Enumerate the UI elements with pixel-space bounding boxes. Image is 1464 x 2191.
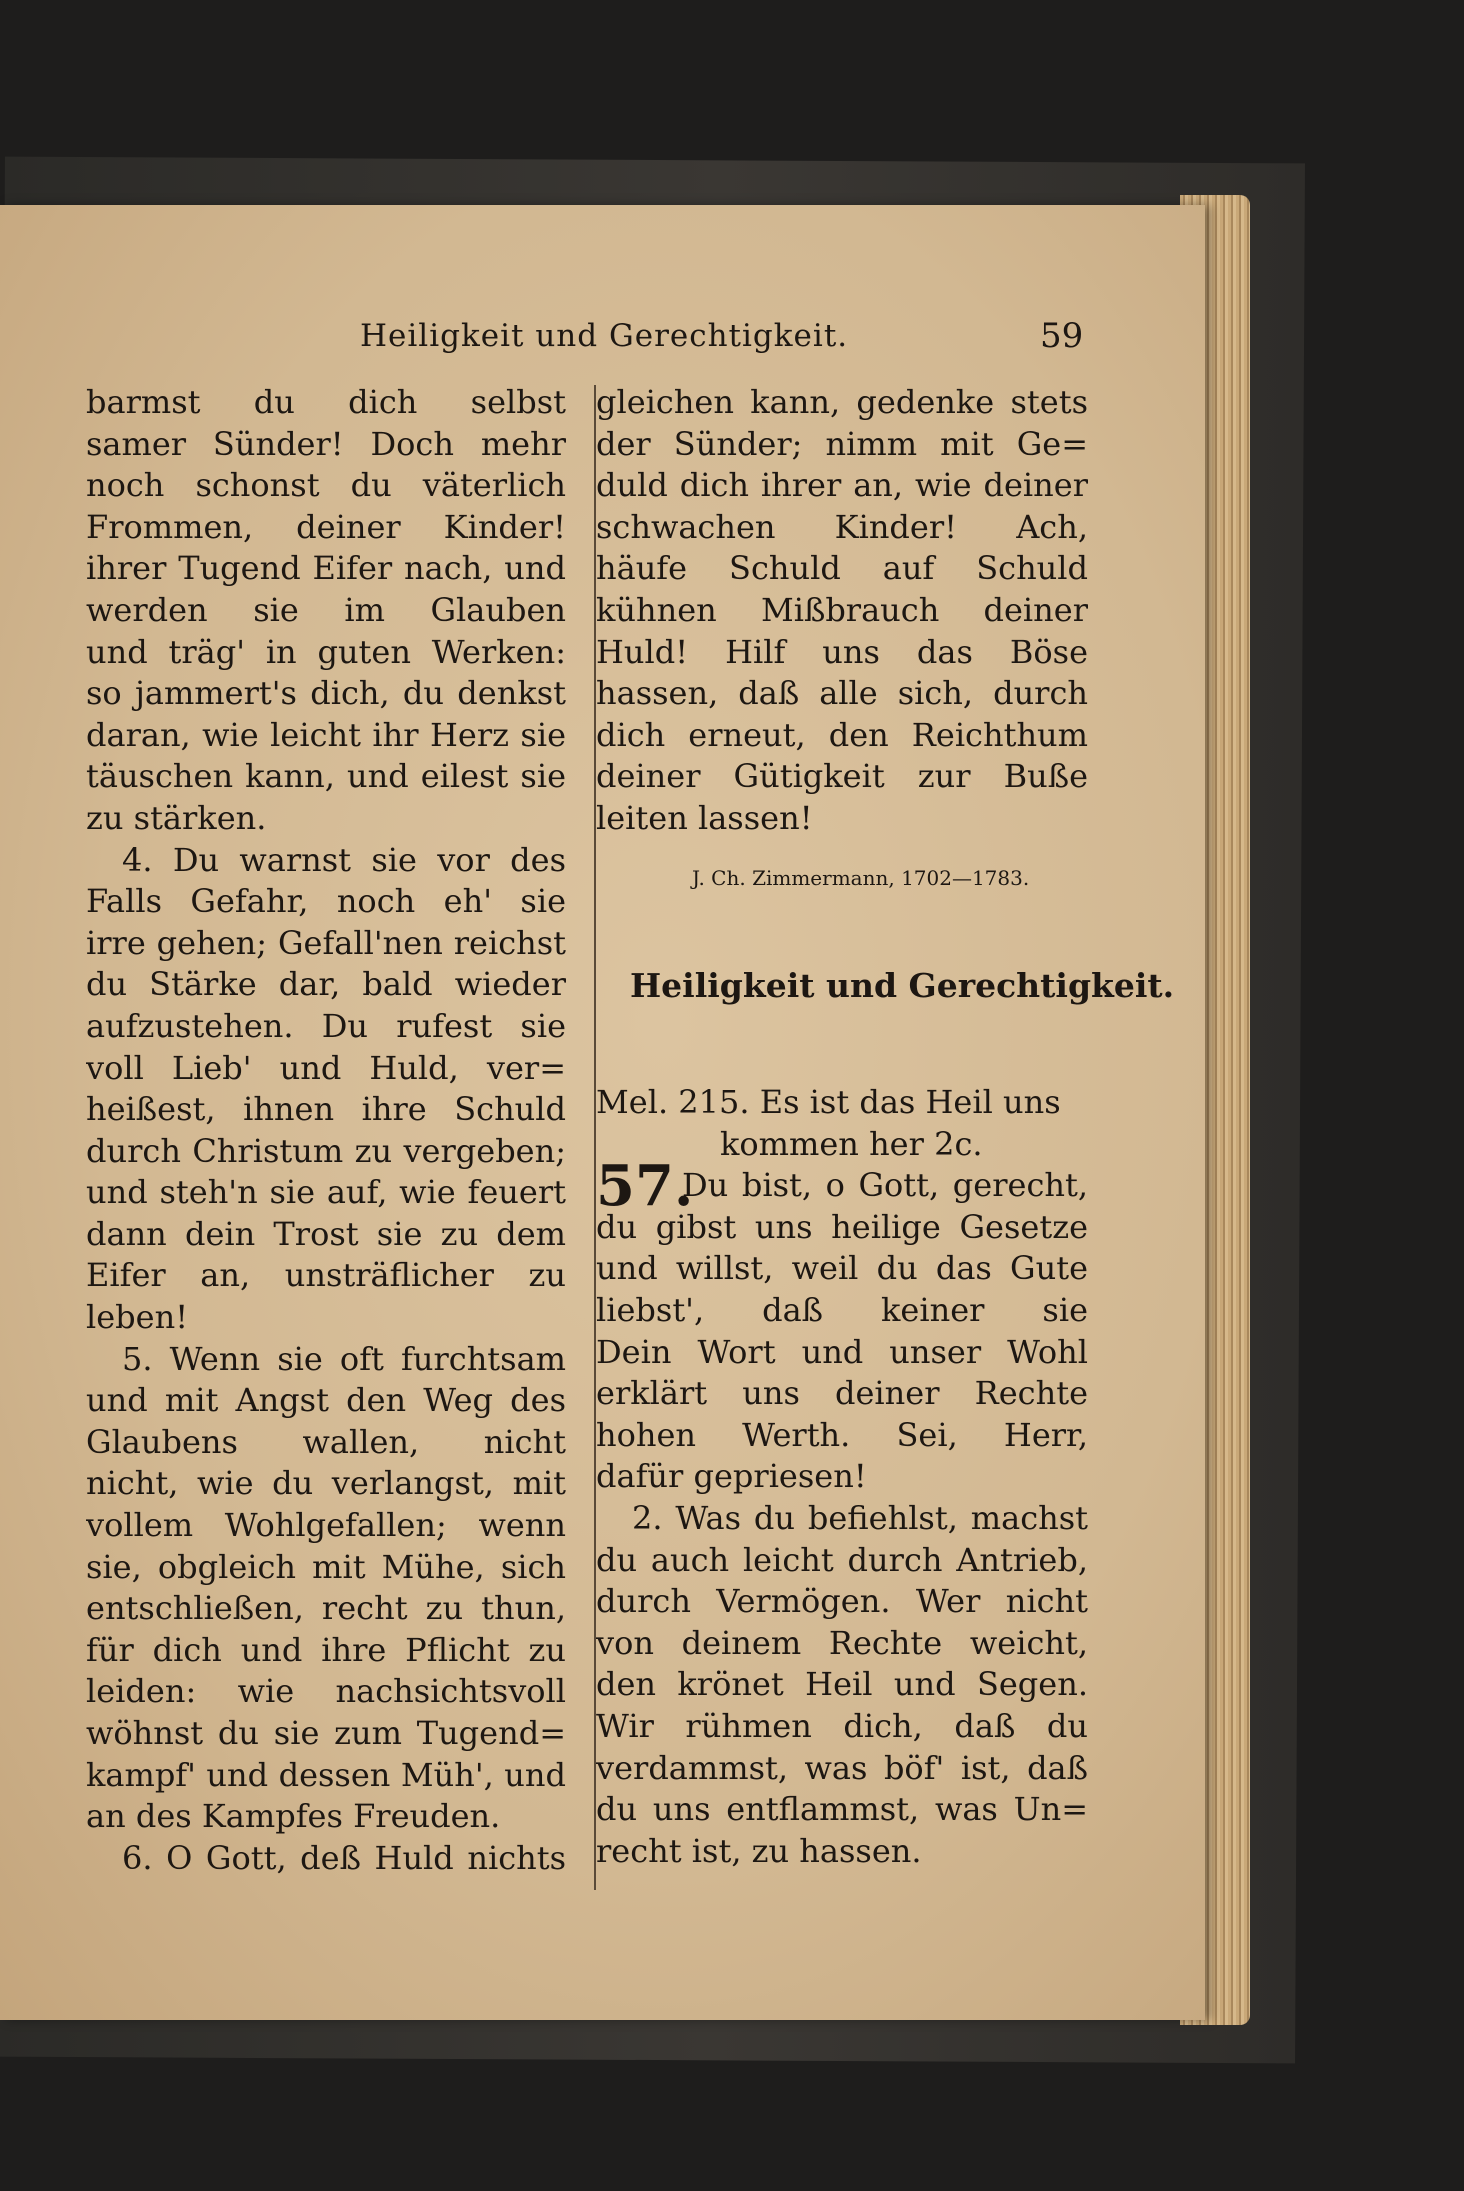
- text-line: und willst, weil du das Gute: [596, 1249, 1088, 1288]
- text-line: Huld! Hilf uns das Böse: [596, 632, 1088, 671]
- text-line: 2. Was du befiehlst, machst: [632, 1498, 1088, 1537]
- text-line: ihrer Tugend Eifer nach, und: [86, 549, 566, 588]
- text-line: irre gehen; Gefall'nen reichst: [86, 923, 566, 962]
- text-line: und steh'n sie auf, wie feuert: [86, 1173, 566, 1212]
- section-heading: Heiligkeit und Gerechtigkeit.: [630, 966, 1175, 1005]
- text-line: du uns entflammst, was Un=: [596, 1790, 1088, 1829]
- text-line: vollem Wohlgefallen; wenn: [86, 1506, 566, 1545]
- text-line: verdammst, was böf' ist, daß: [596, 1748, 1088, 1787]
- left-column: [86, 382, 566, 1879]
- text-line: schwachen Kinder! Ach,: [596, 507, 1088, 546]
- text-line: Glaubens wallen, nicht: [86, 1422, 566, 1461]
- text-line: hassen, daß alle sich, durch: [596, 674, 1088, 713]
- text-line: 6. O Gott, deß Huld nichts: [122, 1838, 566, 1877]
- hymn-number: 57.: [596, 1153, 694, 1219]
- text-line: hohen Werth. Sei, Herr,: [596, 1415, 1088, 1454]
- text-line: Dein Wort und unser Wohl: [596, 1332, 1088, 1371]
- text-line: und träg' in guten Werken:: [86, 632, 566, 671]
- text-line: noch schonst du väterlich: [86, 466, 566, 505]
- text-line: 4. Du warnst sie vor des: [122, 840, 566, 879]
- text-line: leben!: [86, 1298, 189, 1337]
- text-line: wöhnst du sie zum Tugend=: [86, 1714, 566, 1752]
- text-line: entschließen, recht zu thun,: [86, 1589, 566, 1628]
- text-line: zu stärken.: [86, 798, 267, 837]
- text-line: dann dein Trost sie zu dem: [86, 1214, 566, 1253]
- text-line: daran, wie leicht ihr Herz sie: [86, 715, 566, 754]
- text-line: Falls Gefahr, noch eh' sie: [86, 882, 566, 921]
- text-line: heißest, ihnen ihre Schuld: [86, 1090, 566, 1129]
- text-line: duld dich ihrer an, wie deiner: [596, 466, 1088, 505]
- text-line: täuschen kann, und eilest sie: [86, 757, 566, 796]
- text-line: erklärt uns deiner Rechte: [596, 1374, 1088, 1413]
- text-line: von deinem Rechte weicht,: [596, 1623, 1088, 1662]
- text-line: so jammert's dich, du denkst: [86, 674, 566, 713]
- text-line: barmst du dich selbst: [86, 383, 566, 421]
- text-line: liebst', daß keiner sie: [596, 1290, 1088, 1329]
- text-line: durch Christum zu vergeben;: [86, 1131, 566, 1170]
- text-line: nicht, wie du verlangst, mit: [86, 1464, 566, 1503]
- text-line: Wir rühmen dich, daß du: [596, 1706, 1088, 1745]
- right-column-top: [596, 382, 1088, 840]
- text-line: werden sie im Glauben: [86, 590, 566, 629]
- text-line: dafür gepriesen!: [596, 1457, 867, 1496]
- text-line: und mit Angst den Weg des: [86, 1381, 566, 1420]
- text-line: du Stärke dar, bald wieder: [86, 965, 566, 1004]
- text-line: du auch leicht durch Antrieb,: [596, 1540, 1088, 1579]
- melody-line: Mel. 215. Es ist das Heil uns: [596, 1083, 1061, 1121]
- text-line: 5. Wenn sie oft furchtsam: [122, 1339, 566, 1378]
- text-line: deiner Gütigkeit zur Buße: [596, 757, 1088, 796]
- author-attribution: J. Ch. Zimmermann, 1702—1783.: [692, 866, 1030, 890]
- text-line: für dich und ihre Pflicht zu: [86, 1630, 566, 1669]
- text-line: durch Vermögen. Wer nicht: [596, 1582, 1088, 1621]
- hymn-57: [596, 1082, 1088, 1872]
- running-header: Heiligkeit und Gerechtigkeit.: [360, 318, 849, 354]
- page-number: 59: [1040, 316, 1084, 356]
- text-line: Du bist, o Gott, gerecht,: [682, 1166, 1088, 1205]
- text-line: voll Lieb' und Huld, ver=: [86, 1048, 566, 1087]
- text-line: an des Kampfes Freuden.: [86, 1797, 501, 1836]
- text-line: samer Sünder! Doch mehr: [86, 424, 566, 463]
- text-line: dich erneut, den Reichthum: [596, 715, 1088, 754]
- text-line: leiten lassen!: [596, 798, 813, 837]
- text-line: leiden: wie nachsichtsvoll: [86, 1672, 566, 1711]
- text-line: Eifer an, unsträflicher zu: [86, 1256, 566, 1295]
- text-line: häufe Schuld auf Schuld: [596, 549, 1088, 588]
- text-line: der Sünder; nimm mit Ge=: [596, 424, 1088, 463]
- text-line: Frommen, deiner Kinder!: [86, 507, 566, 546]
- text-line: gleichen kann, gedenke stets: [596, 383, 1088, 421]
- melody-line: kommen her 2c.: [720, 1124, 983, 1163]
- text-line: sie, obgleich mit Mühe, sich: [86, 1547, 566, 1586]
- text-line: recht ist, zu hassen.: [596, 1831, 922, 1870]
- text-line: aufzustehen. Du rufest sie: [86, 1006, 566, 1045]
- text-line: du gibst uns heilige Gesetze: [596, 1207, 1088, 1246]
- text-line: kühnen Mißbrauch deiner: [596, 590, 1088, 629]
- text-line: kampf' und dessen Müh', und: [86, 1755, 566, 1794]
- text-line: den krönet Heil und Segen.: [596, 1665, 1088, 1704]
